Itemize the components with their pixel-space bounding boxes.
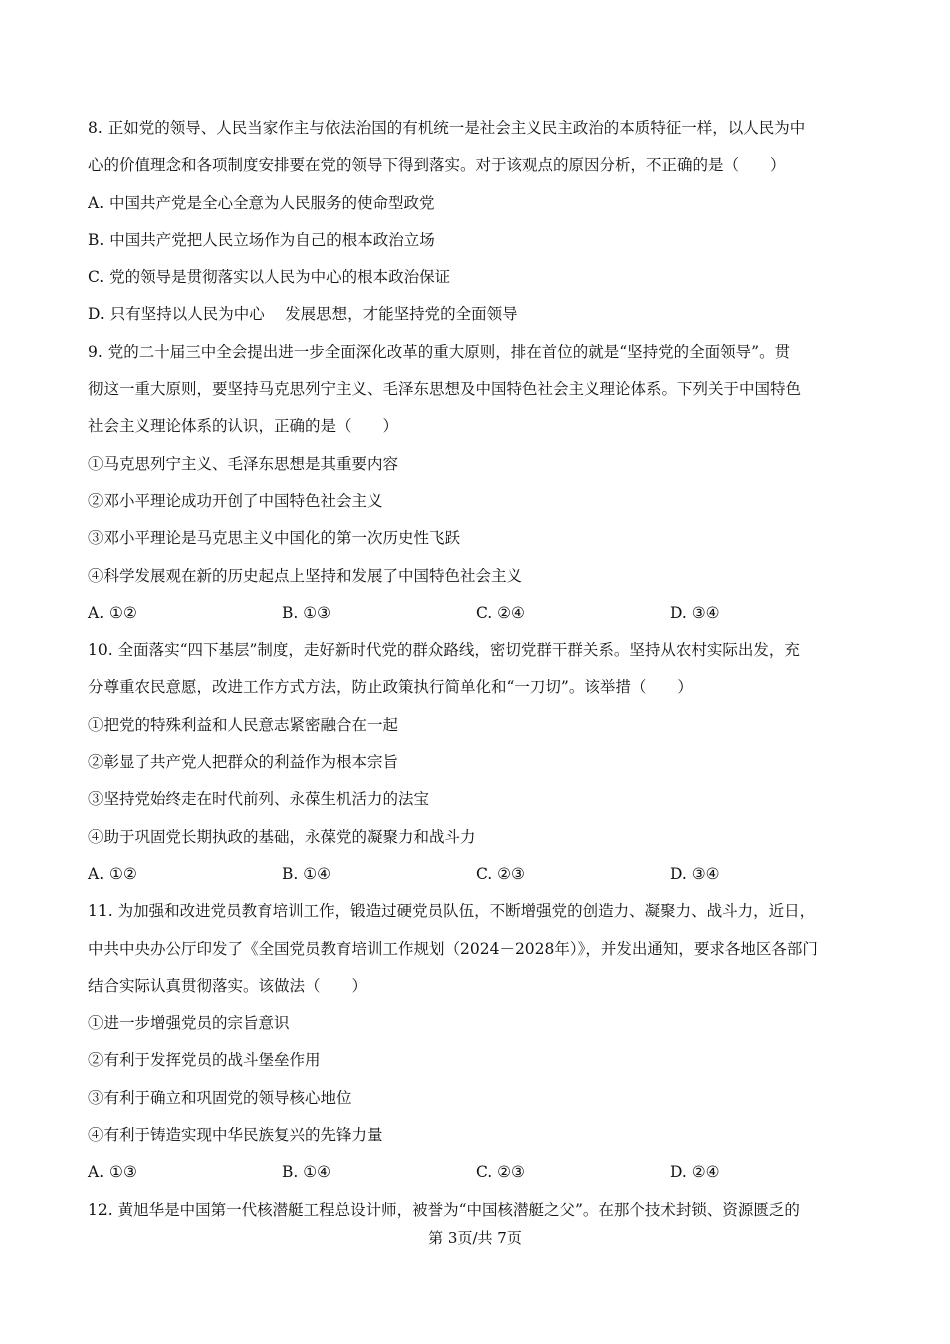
question-item: C. 党的领导是贯彻落实以人民为中心的根本政治保证 <box>88 268 451 287</box>
question-item: ②彰显了共产党人把群众的利益作为根本宗旨 <box>88 753 399 772</box>
answer-options <box>88 1154 864 1191</box>
page-footer: 第 3页/共 7页 <box>428 1229 522 1247</box>
question-item: B. 中国共产党把人民立场作为自己的根本政治立场 <box>88 230 435 249</box>
question-item: ③坚持党始终走在时代前列、永葆生机活力的法宝 <box>88 790 430 809</box>
question-stem-line: 彻这一重大原则，要坚持马克思列宁主义、毛泽东思想及中国特色社会主义理论体系。下列关于中国特色 <box>88 380 802 399</box>
question-stem-line: 心的价值理念和各项制度安排要在党的领导下得到落实。对于该观点的原因分析，不正确的是（ ） <box>88 156 786 175</box>
question-item: ④科学发展观在新的历史起点上坚持和发展了中国特色社会主义 <box>88 566 523 585</box>
question-11 <box>88 893 864 1191</box>
answer-option: C. ②④ <box>476 603 525 622</box>
question-stem-line: 9. 党的二十届三中全会提出进一步全面深化改革的重大原则，排在首位的就是“坚持党的全面领导”。贯 <box>88 342 791 361</box>
question-stem-line: 11. 为加强和改进党员教育培训工作，锻造过硬党员队伍，不断增强党的创造力、凝聚力、战斗力，近日， <box>88 902 816 921</box>
question-item: ①把党的特殊利益和人民意志紧密融合在一起 <box>88 715 399 734</box>
answer-option: B. ①③ <box>282 603 332 622</box>
question-10 <box>88 632 864 893</box>
answer-option: B. ①④ <box>282 1163 332 1182</box>
question-12 <box>88 1192 864 1229</box>
answer-option: A. ①② <box>88 864 137 883</box>
question-item: A. 中国共产党是全心全意为人民服务的使命型政党 <box>88 193 435 212</box>
question-stem-line: 分尊重农民意愿，改进工作方式方法，防止政策执行简单化和“一刀切”。该举措（ ） <box>88 678 693 697</box>
question-stem-line: 8. 正如党的领导、人民当家作主与依法治国的有机统一是社会主义民主政治的本质特征一样，以人民为中 <box>88 119 806 137</box>
answer-option: D. ③④ <box>670 864 720 883</box>
answer-option: D. ②④ <box>670 1163 720 1182</box>
question-item: ①马克思列宁主义、毛泽东思想是其重要内容 <box>88 454 399 473</box>
answer-options <box>88 595 864 632</box>
question-8 <box>88 110 864 334</box>
question-item: ②邓小平理论成功开创了中国特色社会主义 <box>88 491 383 510</box>
answer-option: A. ①③ <box>88 1163 137 1182</box>
answer-option: C. ②③ <box>476 864 525 883</box>
question-item: ④助于巩固党长期执政的基础，永葆党的凝聚力和战斗力 <box>88 827 476 846</box>
answer-option: B. ①④ <box>282 864 332 883</box>
question-9 <box>88 334 864 632</box>
question-item: ③邓小平理论是马克思主义中国化的第一次历史性飞跃 <box>88 529 461 548</box>
question-stem-line: 12. 黄旭华是中国第一代核潜艇工程总设计师，被誉为“中国核潜艇之父”。在那个技术封锁、资源匮乏的 <box>88 1200 800 1219</box>
question-item: ②有利于发挥党员的战斗堡垒作用 <box>88 1051 321 1070</box>
question-item: D. 只有坚持以人民为中心 发展思想，才能坚持党的全面领导 <box>88 305 518 324</box>
question-list <box>88 110 864 1229</box>
question-item: ①进一步增强党员的宗旨意识 <box>88 1014 290 1033</box>
question-stem-line: 结合实际认真贯彻落实。该做法（ ） <box>88 976 368 995</box>
answer-options <box>88 856 864 893</box>
question-stem-line: 10. 全面落实“四下基层”制度，走好新时代党的群众路线，密切党群干群关系。坚持从农村实际出发，充 <box>88 641 800 660</box>
answer-option: D. ③④ <box>670 603 720 622</box>
question-stem-line: 社会主义理论体系的认识，正确的是（ ） <box>88 417 399 436</box>
question-stem-line: 中共中央办公厅印发了《全国党员教育培训工作规划（2024－2028年）》，并发出通知，要求各地区各部门 <box>88 939 818 958</box>
question-item: ③有利于确立和巩固党的领导核心地位 <box>88 1088 352 1107</box>
answer-option: C. ②③ <box>476 1163 525 1182</box>
question-item: ④有利于铸造实现中华民族复兴的先锋力量 <box>88 1126 383 1145</box>
answer-option: A. ①② <box>88 603 137 622</box>
